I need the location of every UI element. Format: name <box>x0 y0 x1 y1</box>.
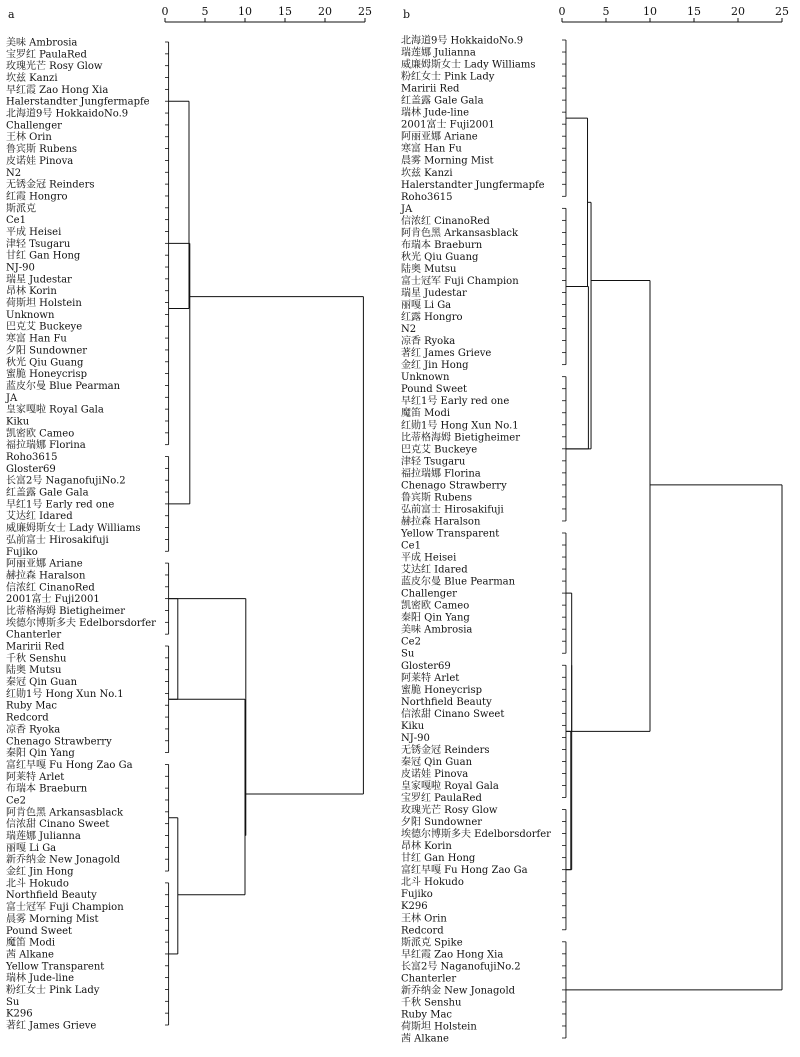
leaf-label: Gloster69 <box>6 463 56 475</box>
leaf-label: Ce1 <box>401 540 421 552</box>
leaf-label: 秦阳 Qin Yang <box>6 748 75 760</box>
leaf-label: K296 <box>6 1008 33 1020</box>
leaf-label: 凯密欧 Cameo <box>6 428 75 440</box>
leaf-label: 无锈金冠 Reinders <box>6 179 95 191</box>
leaf-label: 粉红女士 Pink Lady <box>401 71 495 83</box>
leaf-label: Yellow Transparent <box>6 961 105 973</box>
leaf-label: 皇家嘎啦 Royal Gala <box>401 780 499 792</box>
leaf-label: 金红 Jin Hong <box>401 360 469 372</box>
panel-b-letter: b <box>403 8 411 21</box>
leaf-label: 瑞莲娜 Julianna <box>6 831 81 843</box>
leaf-label: Ruby Mac <box>401 1009 453 1021</box>
leaf-label: Ce2 <box>401 636 421 648</box>
leaf-label: 夕阳 Sundowner <box>401 817 483 829</box>
leaf-label: Maririi Red <box>401 83 460 95</box>
leaf-label: 秦冠 Qin Guan <box>401 756 473 768</box>
leaf-label: 阿丽亚娜 Ariane <box>6 558 83 570</box>
leaf-label: 茜 Alkane <box>6 949 54 961</box>
leaf-label: Ce2 <box>6 795 26 807</box>
leaf-label: N2 <box>401 324 417 336</box>
leaf-label: 新乔纳金 New Jonagold <box>6 854 121 866</box>
leaf-label: 阿莱特 Arlet <box>6 771 65 783</box>
leaf-label: 长富2号 NaganofujiNo.2 <box>401 961 521 973</box>
axis-tick-label: 0 <box>558 5 566 18</box>
leaf-label: 玫瑰光芒 Rosy Glow <box>6 61 103 73</box>
leaf-label: 津轻 Tsugaru <box>401 456 466 468</box>
leaf-label: 瑞林 Jude-line <box>401 107 470 119</box>
leaf-label: 茜 Alkane <box>401 1033 449 1045</box>
leaf-label: 信浓甜 Cinano Sweet <box>6 819 110 831</box>
axis-tick-label: 0 <box>161 5 169 18</box>
leaf-label: 夕阳 Sundowner <box>6 345 88 357</box>
leaf-label: 红盖露 Gale Gala <box>6 487 89 499</box>
leaf-label: 蜜脆 Honeycrisp <box>401 684 483 696</box>
leaf-label: 富红早嘎 Fu Hong Zao Ga <box>6 759 133 771</box>
leaf-label: 秋光 Qiu Guang <box>401 251 479 263</box>
leaf-label: 布瑞本 Braeburn <box>401 239 483 251</box>
leaf-label: 阿莱特 Arlet <box>401 672 460 684</box>
leaf-label: Unknown <box>6 309 55 321</box>
leaf-label: 蓝皮尔曼 Blue Pearman <box>401 576 516 588</box>
leaf-label: 瑞星 Judestar <box>6 274 72 286</box>
leaf-label: 平成 Heisei <box>6 226 62 238</box>
leaf-label: Redcord <box>6 712 49 724</box>
leaf-label: Unknown <box>401 372 450 384</box>
leaf-label: Su <box>401 648 415 660</box>
panel-b-tree <box>562 40 782 1038</box>
leaf-label: 昂林 Korin <box>6 286 57 298</box>
leaf-label: 陆奥 Mutsu <box>6 665 62 677</box>
leaf-label: 寒富 Han Fu <box>401 143 462 155</box>
axis-tick-label: 10 <box>643 5 657 18</box>
leaf-label: 秋光 Qiu Guang <box>6 357 84 369</box>
leaf-label: 北斗 Hokudo <box>6 878 69 890</box>
leaf-label: 福拉瑞娜 Florina <box>6 440 86 452</box>
leaf-label: 秦阳 Qin Yang <box>401 612 470 624</box>
leaf-label: Fujiko <box>6 546 38 558</box>
leaf-label: 弘前富士 Hirosakifuji <box>401 504 504 516</box>
leaf-label: 信浓甜 Cinano Sweet <box>401 708 505 720</box>
leaf-label: NJ-90 <box>6 262 35 274</box>
leaf-label: Redcord <box>401 925 444 937</box>
leaf-label: 寒富 Han Fu <box>6 333 67 345</box>
leaf-label: 红盖露 Gale Gala <box>401 95 484 107</box>
leaf-label: 瑞莲娜 Julianna <box>401 47 476 59</box>
leaf-label: Fujiko <box>401 889 433 901</box>
leaf-label: 无锈金冠 Reinders <box>401 744 490 756</box>
leaf-label: 晨雾 Morning Mist <box>6 913 99 925</box>
leaf-label: 北海道9号 HokkaidoNo.9 <box>401 35 524 47</box>
panel-a <box>5 5 372 1032</box>
leaf-label: 鲁宾斯 Rubens <box>401 492 473 504</box>
leaf-label: Chenago Strawberry <box>401 480 507 492</box>
axis-tick-label: 15 <box>687 5 701 18</box>
axis-tick-label: 25 <box>358 5 372 18</box>
leaf-label: 魔笛 Modi <box>401 408 451 420</box>
leaf-label: 埃德尔博斯多夫 Edelborsdorfer <box>6 617 156 629</box>
leaf-label: 皮诺娃 Pinova <box>401 768 469 780</box>
leaf-label: 早红霞 Zao Hong Xia <box>401 949 504 961</box>
leaf-label: 甘红 Gan Hong <box>6 250 81 262</box>
leaf-label: 布瑞本 Braeburn <box>6 783 88 795</box>
leaf-label: 魔笛 Modi <box>6 937 56 949</box>
leaf-label: N2 <box>6 167 22 179</box>
axis-tick-label: 25 <box>775 5 789 18</box>
leaf-label: 皮诺娃 Pinova <box>6 155 74 167</box>
leaf-label: 美味 Ambrosia <box>401 624 473 636</box>
leaf-label: 千秋 Senshu <box>6 653 67 665</box>
leaf-label: Pound Sweet <box>6 925 73 937</box>
axis-tick-label: 20 <box>318 5 332 18</box>
leaf-label: 斯派克 Spike <box>401 937 463 949</box>
axis-tick-label: 10 <box>238 5 252 18</box>
leaf-label: 早红1号 Early red one <box>401 396 510 408</box>
leaf-label: 埃德尔博斯多夫 Edelborsdorfer <box>401 829 551 841</box>
leaf-label: 昂林 Korin <box>401 841 452 853</box>
leaf-label: 红勋1号 Hong Xun No.1 <box>401 420 519 432</box>
leaf-label: 凉香 Ryoka <box>401 336 456 348</box>
leaf-label: 金红 Jin Hong <box>6 866 74 878</box>
leaf-label: Gloster69 <box>401 660 451 672</box>
leaf-label: 艾达红 Idared <box>401 564 468 576</box>
panel-b-leaf-labels <box>400 34 551 1045</box>
leaf-label: Chanterler <box>401 973 457 985</box>
leaf-label: 威廉姆斯女士 Lady Williams <box>401 59 536 71</box>
leaf-label: 秦冠 Qin Guan <box>6 677 78 689</box>
leaf-label: Kiku <box>401 720 425 732</box>
leaf-label: Kiku <box>6 416 30 428</box>
leaf-label: 2001富士 Fuji2001 <box>401 119 495 131</box>
leaf-label: 阿肯色黑 Arkansasblack <box>401 227 519 239</box>
leaf-label: Halerstandter Jungfermapfe <box>6 96 150 108</box>
leaf-label: 长富2号 NaganofujiNo.2 <box>6 475 126 487</box>
leaf-label: 荷斯坦 Holstein <box>6 298 82 310</box>
leaf-label: Pound Sweet <box>401 384 468 396</box>
axis-tick-label: 5 <box>602 5 610 18</box>
leaf-label: Northfield Beauty <box>6 890 97 902</box>
leaf-label: NJ-90 <box>401 732 430 744</box>
leaf-label: 宝罗红 PaulaRed <box>401 793 482 805</box>
leaf-label: 早红霞 Zao Hong Xia <box>6 84 109 96</box>
leaf-label: 凉香 Ryoka <box>6 724 61 736</box>
leaf-label: Su <box>6 996 20 1008</box>
leaf-label: 富红早嘎 Fu Hong Zao Ga <box>401 865 528 877</box>
leaf-label: 著红 James Grieve <box>6 1020 97 1032</box>
leaf-label: Chanterler <box>6 629 62 641</box>
leaf-label: 红勋1号 Hong Xun No.1 <box>6 688 124 700</box>
leaf-label: 红霞 Hongro <box>6 191 68 203</box>
leaf-label: 美味 Ambrosia <box>6 37 78 49</box>
leaf-label: 信浓红 CinanoRed <box>6 582 95 594</box>
leaf-label: Yellow Transparent <box>401 528 500 540</box>
leaf-label: 巴克艾 Buckeye <box>6 321 83 333</box>
panel-a-tree <box>165 42 363 1025</box>
axis-tick-label: 15 <box>278 5 292 18</box>
leaf-label: 粉红女士 Pink Lady <box>6 984 100 996</box>
leaf-label: 红露 Hongro <box>401 312 463 324</box>
leaf-label: 荷斯坦 Holstein <box>401 1021 477 1033</box>
leaf-label: 富士冠军 Fuji Champion <box>401 275 519 287</box>
leaf-label: 赫拉森 Haralson <box>401 516 481 528</box>
leaf-label: 比蒂格海姆 Bietigheimer <box>6 605 125 617</box>
leaf-label: 弘前富士 Hirosakifuji <box>6 534 109 546</box>
leaf-label: 千秋 Senshu <box>401 997 462 1009</box>
leaf-label: 瑞林 Jude-line <box>6 973 75 985</box>
leaf-label: 王林 Orin <box>6 132 52 144</box>
panel-a-axis <box>162 5 373 22</box>
leaf-label: 皇家嘎啦 Royal Gala <box>6 404 104 416</box>
leaf-label: 宝罗红 PaulaRed <box>6 49 87 61</box>
leaf-label: 津轻 Tsugaru <box>6 238 71 250</box>
leaf-label: 艾达红 Idared <box>6 511 73 523</box>
leaf-label: Northfield Beauty <box>401 696 492 708</box>
panel-b-axis <box>559 5 790 22</box>
leaf-label: Roho3615 <box>6 452 58 464</box>
leaf-label: 蜜脆 Honeycrisp <box>6 369 88 381</box>
leaf-label: 玫瑰光芒 Rosy Glow <box>401 805 498 817</box>
leaf-label: Halerstandter Jungfermapfe <box>401 179 545 191</box>
leaf-label: 丽嘎 Li Ga <box>6 842 57 854</box>
leaf-label: 蓝皮尔曼 Blue Pearman <box>6 380 121 392</box>
leaf-label: 北海道9号 HokkaidoNo.9 <box>6 108 129 120</box>
leaf-label: 甘红 Gan Hong <box>401 853 476 865</box>
leaf-label: 鲁宾斯 Rubens <box>6 144 78 156</box>
axis-tick-label: 5 <box>201 5 209 18</box>
leaf-label: 富士冠军 Fuji Champion <box>6 902 124 914</box>
leaf-label: JA <box>6 392 18 404</box>
leaf-label: Maririi Red <box>6 641 65 653</box>
leaf-label: K296 <box>401 901 428 913</box>
axis-tick-label: 20 <box>731 5 745 18</box>
leaf-label: 王林 Orin <box>401 913 447 925</box>
leaf-label: Ce1 <box>6 215 26 227</box>
panel-a-letter: a <box>8 8 15 21</box>
leaf-label: 巴克艾 Buckeye <box>401 444 478 456</box>
leaf-label: 比蒂格海姆 Bietigheimer <box>401 432 520 444</box>
leaf-label: 早红1号 Early red one <box>6 499 115 511</box>
leaf-label: 阿丽亚娜 Ariane <box>401 131 478 143</box>
panel-b <box>400 5 789 1045</box>
leaf-label: Ruby Mac <box>6 700 58 712</box>
leaf-label: 丽嘎 Li Ga <box>401 300 452 312</box>
leaf-label: 凯密欧 Cameo <box>401 600 470 612</box>
leaf-label: 瑞星 Judestar <box>401 288 467 300</box>
leaf-label: 2001富士 Fuji2001 <box>6 594 100 606</box>
leaf-label: 晨雾 Morning Mist <box>401 155 494 167</box>
leaf-label: 陆奥 Mutsu <box>401 263 457 275</box>
leaf-label: 斯派克 <box>6 203 36 215</box>
leaf-label: Roho3615 <box>401 191 453 203</box>
leaf-label: 新乔纳金 New Jonagold <box>401 985 516 997</box>
leaf-label: 北斗 Hokudo <box>401 877 464 889</box>
leaf-label: JA <box>401 203 413 215</box>
leaf-label: Chenago Strawberry <box>6 736 112 748</box>
leaf-label: 坎兹 Kanzi <box>6 73 58 85</box>
leaf-label: Challenger <box>6 120 62 132</box>
leaf-label: 著红 James Grieve <box>401 348 492 360</box>
panel-a-leaf-labels <box>5 36 156 1032</box>
leaf-label: 赫拉森 Haralson <box>6 570 86 582</box>
leaf-label: 坎兹 Kanzi <box>401 167 453 179</box>
leaf-label: 威廉姆斯女士 Lady Williams <box>6 523 141 535</box>
leaf-label: 福拉瑞娜 Florina <box>401 468 481 480</box>
leaf-label: Challenger <box>401 588 457 600</box>
leaf-label: 平成 Heisei <box>401 552 457 564</box>
leaf-label: 阿肯色黑 Arkansasblack <box>6 807 124 819</box>
leaf-label: 信浓红 CinanoRed <box>401 215 490 227</box>
